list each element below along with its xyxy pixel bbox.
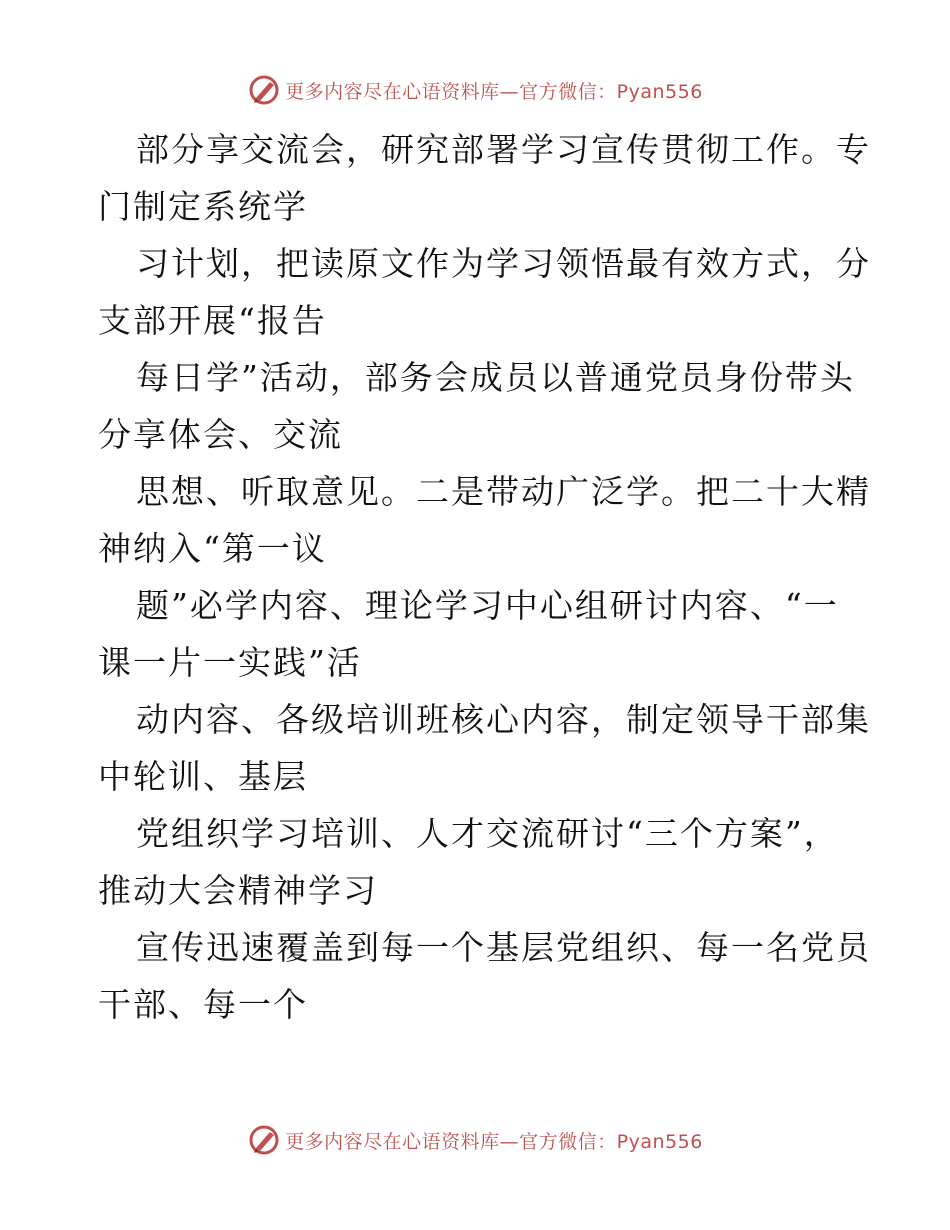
- paragraph: [98, 577, 858, 691]
- text-line: 习计划，把读原文作为学习领悟最有效方式，分: [136, 244, 871, 283]
- text-line: 部分享交流会，研究部署学习宣传贯彻工作。专: [136, 130, 871, 169]
- paragraph: [98, 121, 871, 235]
- text-line: 干部、每一个: [98, 985, 308, 1024]
- paragraph: [98, 919, 871, 1033]
- text-line: 动内容、各级培训班核心内容，制定领导干部集: [136, 700, 871, 739]
- text-line: 思想、听取意见。二是带动广泛学。把二十大精: [136, 472, 871, 511]
- text-line: 题”必学内容、理论学习中心组研讨内容、“一: [136, 586, 839, 625]
- text-line: 每日学”活动，部务会成员以普通党员身份带头: [136, 358, 855, 397]
- text-line: 宣传迅速覆盖到每一个基层党组织、每一名党员: [136, 928, 871, 967]
- text-line: 推动大会精神学习: [98, 871, 378, 910]
- header-banner: [0, 70, 950, 110]
- banner-text: 更多内容尽在心语资料库—官方微信：Pyan556: [285, 1130, 703, 1153]
- footer-banner: [0, 1120, 950, 1160]
- document-body: [98, 121, 871, 1033]
- text-line: 门制定系统学: [98, 187, 308, 226]
- text-line: 课一片一实践”活: [98, 643, 362, 682]
- paragraph: [98, 349, 858, 463]
- text-line: 支部开展“报告: [98, 301, 327, 340]
- text-line: 中轮训、基层: [98, 757, 308, 796]
- text-line: 神纳入“第一议: [98, 529, 327, 568]
- paragraph: [98, 235, 871, 349]
- pen-logo-icon: [247, 73, 281, 107]
- paragraph: [98, 463, 871, 577]
- paragraph: [98, 691, 871, 805]
- text-line: 党组织学习培训、人才交流研讨“三个方案”，: [136, 814, 839, 853]
- banner-text: 更多内容尽在心语资料库—官方微信：Pyan556: [285, 80, 703, 103]
- paragraph: [98, 805, 858, 919]
- pen-logo-icon: [247, 1123, 281, 1157]
- text-line: 分享体会、交流: [98, 415, 343, 454]
